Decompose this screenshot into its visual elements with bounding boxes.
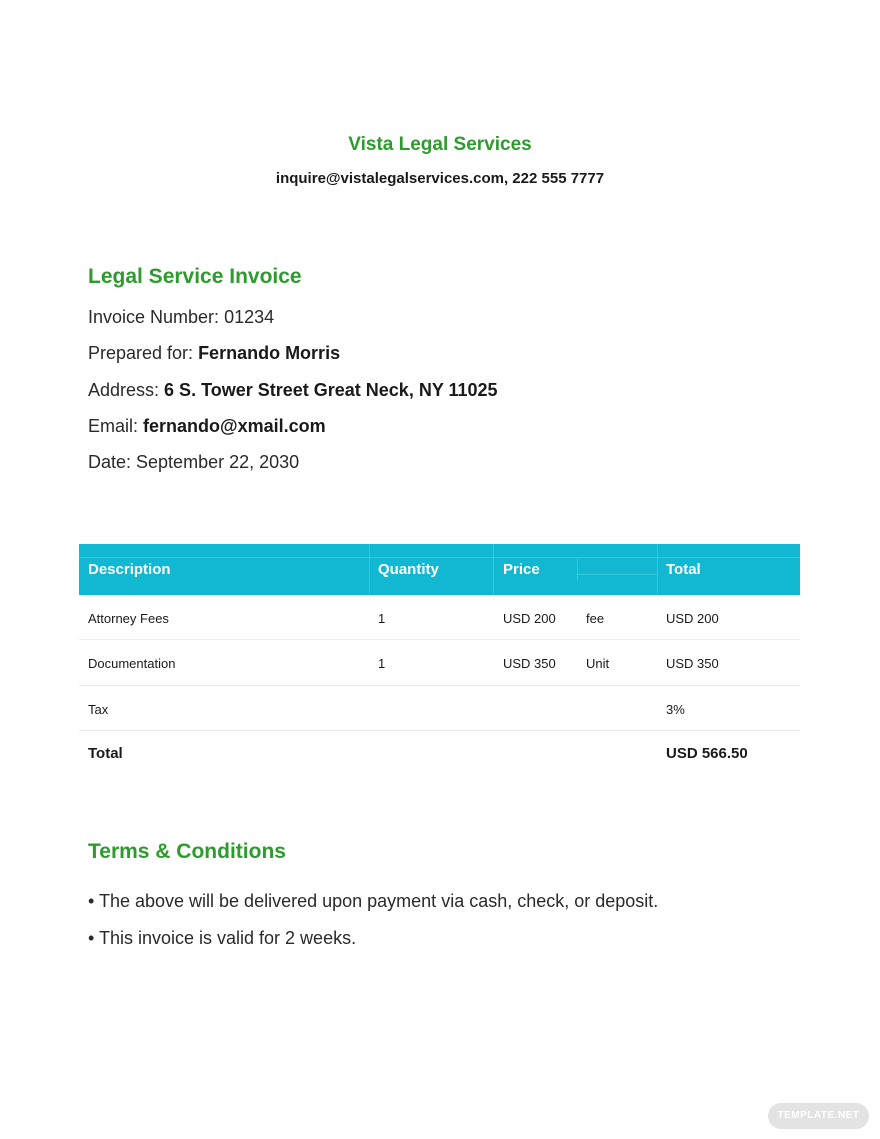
address-value: 6 S. Tower Street Great Neck, NY 11025 [164,380,498,400]
company-name: Vista Legal Services [348,134,532,155]
company-contact: inquire@vistalegalservices.com, 222 555 7777 [275,170,605,187]
address-label: Address: [88,380,165,400]
row-divider [79,685,800,686]
term-item: • This invoice is valid for 2 weeks. [88,928,357,948]
header-quantity: Quantity [378,561,439,578]
grand-total-label: Total [88,745,123,762]
watermark-badge: TEMPLATE.NET [768,1103,869,1129]
invoice-number-line [88,307,274,328]
invoice-number-value: 01234 [224,307,275,327]
row-1-price: USD 200 [503,611,556,626]
tax-label: Tax [88,702,109,717]
tax-value: 3% [666,702,685,717]
table-header [79,544,800,595]
email-value: fernando@xmail.com [143,416,326,436]
terms-title: Terms & Conditions [88,840,286,863]
date-value: September 22, 2030 [136,452,300,472]
row-2-description: Documentation [88,656,176,671]
row-1-unit: fee [586,611,605,626]
invoice-title: Legal Service Invoice [88,265,302,288]
row-2-unit: Unit [586,656,610,671]
row-divider [79,639,800,640]
date-label: Date: [88,452,137,472]
header-total: Total [666,561,701,578]
row-2-total: USD 350 [666,656,719,671]
address-line [88,380,498,401]
row-2-quantity: 1 [378,656,386,671]
row-2-price: USD 350 [503,656,556,671]
email-label: Email: [88,416,144,436]
term-item: • The above will be delivered upon payment via cash, check, or deposit. [88,891,659,911]
invoice-number-label: Invoice Number: [88,307,225,327]
header-description: Description [88,561,171,578]
email-line [88,416,326,437]
header-price: Price [503,561,540,578]
grand-total-value: USD 566.50 [666,745,748,762]
row-1-total: USD 200 [666,611,719,626]
row-1-quantity: 1 [378,611,386,626]
date-line [88,452,299,473]
prepared-for-label: Prepared for: [88,343,199,363]
prepared-for-line [88,343,340,364]
row-1-description: Attorney Fees [88,611,169,626]
row-divider [79,730,800,731]
prepared-for-value: Fernando Morris [198,343,341,363]
